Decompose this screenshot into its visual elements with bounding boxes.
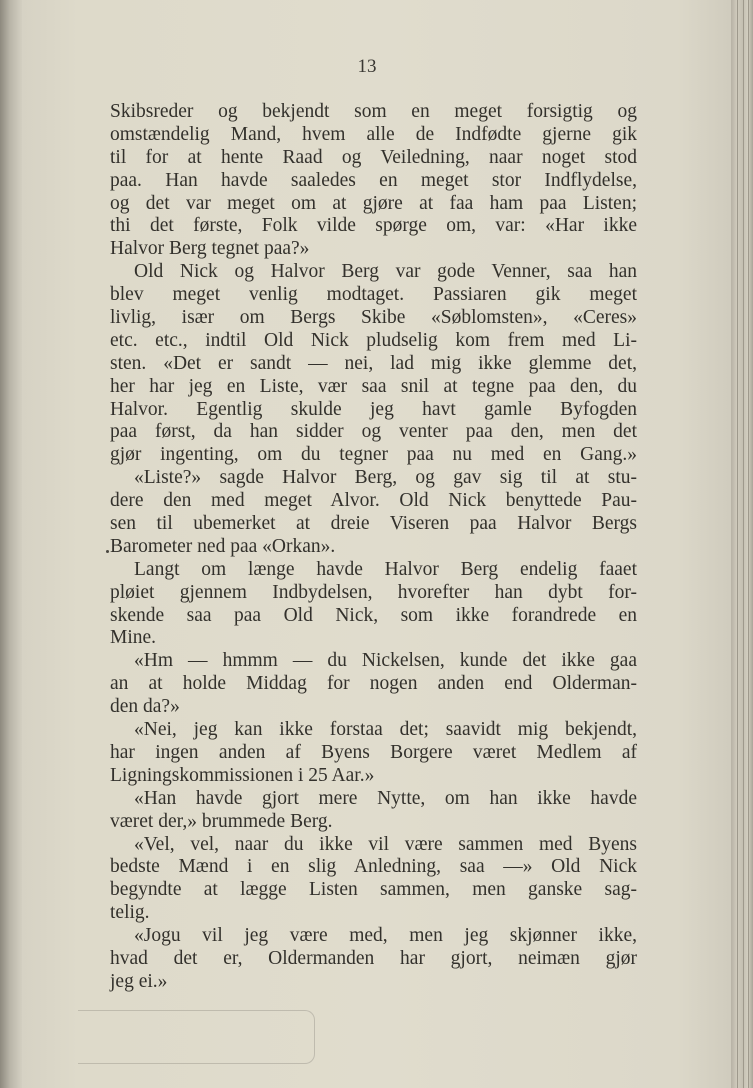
text-line: skende saa paa Old Nick, som ikke forandrede en: [110, 604, 637, 626]
text-line: sen til ubemerket at dreie Viseren paa Halvor Bergs: [110, 513, 637, 535]
text-line: «Liste?» sagde Halvor Berg, og gav sig til at stu-: [134, 467, 637, 489]
text-line: livlig, især om Bergs Skibe «Søblomsten», «Ceres»: [110, 307, 637, 329]
text-line: hvad det er, Oldermanden har gjort, neimæn gjør: [110, 947, 637, 969]
text-line: etc. etc., indtil Old Nick pludselig kom frem med Li-: [110, 329, 637, 351]
text-line: sten. «Det er sandt — nei, lad mig ikke glemme det,: [110, 352, 637, 374]
text-line: til for at hente Raad og Veiledning, naar noget stod: [110, 146, 637, 168]
text-line: den da?»: [110, 696, 180, 718]
text-line: bedste Mænd i en slig Anledning, saa —» Old Nick: [110, 856, 637, 878]
text-line: «Nei, jeg kan ikke forstaa det; saavidt mig bekjendt,: [134, 719, 637, 741]
body-text: [110, 101, 637, 994]
text-line: «Jogu vil jeg være med, men jeg skjønner ikke,: [134, 925, 637, 947]
text-line: «Vel, vel, naar du ikke vil være sammen med Byens: [134, 833, 637, 855]
text-line: Skibsreder og bekjendt som en meget forsigtig og: [110, 101, 637, 122]
text-line: Barometer ned paa «Orkan».: [110, 535, 336, 557]
text-line: omstændelig Mand, hvem alle de Indfødte gjerne gik: [110, 123, 637, 145]
page-number: 13: [357, 56, 377, 77]
text-line: begyndte at lægge Listen sammen, men ganske sag-: [110, 879, 637, 901]
text-line: Halvor Berg tegnet paa?»: [110, 238, 310, 260]
text-line: pløiet gjennem Indbydelsen, hvorefter han dybt for-: [110, 581, 637, 603]
text-line: og det var meget om at gjøre at faa ham paa Listen;: [110, 192, 637, 214]
page-sheet: [22, 0, 734, 1088]
text-line: Mine.: [110, 627, 157, 649]
text-line: har ingen anden af Byens Borgere været Medlem af: [110, 741, 637, 763]
text-line: gjør ingenting, om du tegner paa nu med en Gang.»: [110, 444, 637, 466]
text-line: Old Nick og Halvor Berg var gode Venner, saa han: [134, 261, 637, 283]
faded-stamp-outline: [78, 1010, 315, 1064]
text-line: jeg ei.»: [110, 970, 168, 992]
text-line: «Han havde gjort mere Nytte, om han ikke havde: [134, 787, 637, 809]
text-line: været der,» brummede Berg.: [110, 810, 333, 832]
text-line: Halvor. Egentlig skulde jeg havt gamle Byfogden: [110, 398, 637, 420]
text-line: «Hm — hmmm — du Nickelsen, kunde det ikke gaa: [134, 650, 637, 672]
text-line: paa først, da han sidder og venter paa den, men det: [110, 421, 637, 443]
text-line: thi det første, Folk vilde spørge om, var: «Har ikke: [110, 215, 637, 237]
text-line: telig.: [110, 902, 150, 924]
text-line: her har jeg en Liste, vær saa snil at tegne paa den, du: [110, 375, 637, 397]
text-line: dere den med meget Alvor. Old Nick benyttede Pau-: [110, 490, 637, 512]
text-line: paa. Han havde saaledes en meget stor Indflydelse,: [110, 169, 637, 191]
text-line: an at holde Middag for nogen anden end Olderman-: [110, 673, 637, 695]
text-line: blev meget venlig modtaget. Passiaren gik meget: [110, 284, 637, 306]
page-stack-edge: [731, 0, 753, 1088]
text-line: Ligningskommissionen i 25 Aar.»: [110, 764, 375, 786]
ink-speck: [106, 550, 109, 553]
text-line: Langt om længe havde Halvor Berg endelig faaet: [134, 558, 637, 580]
